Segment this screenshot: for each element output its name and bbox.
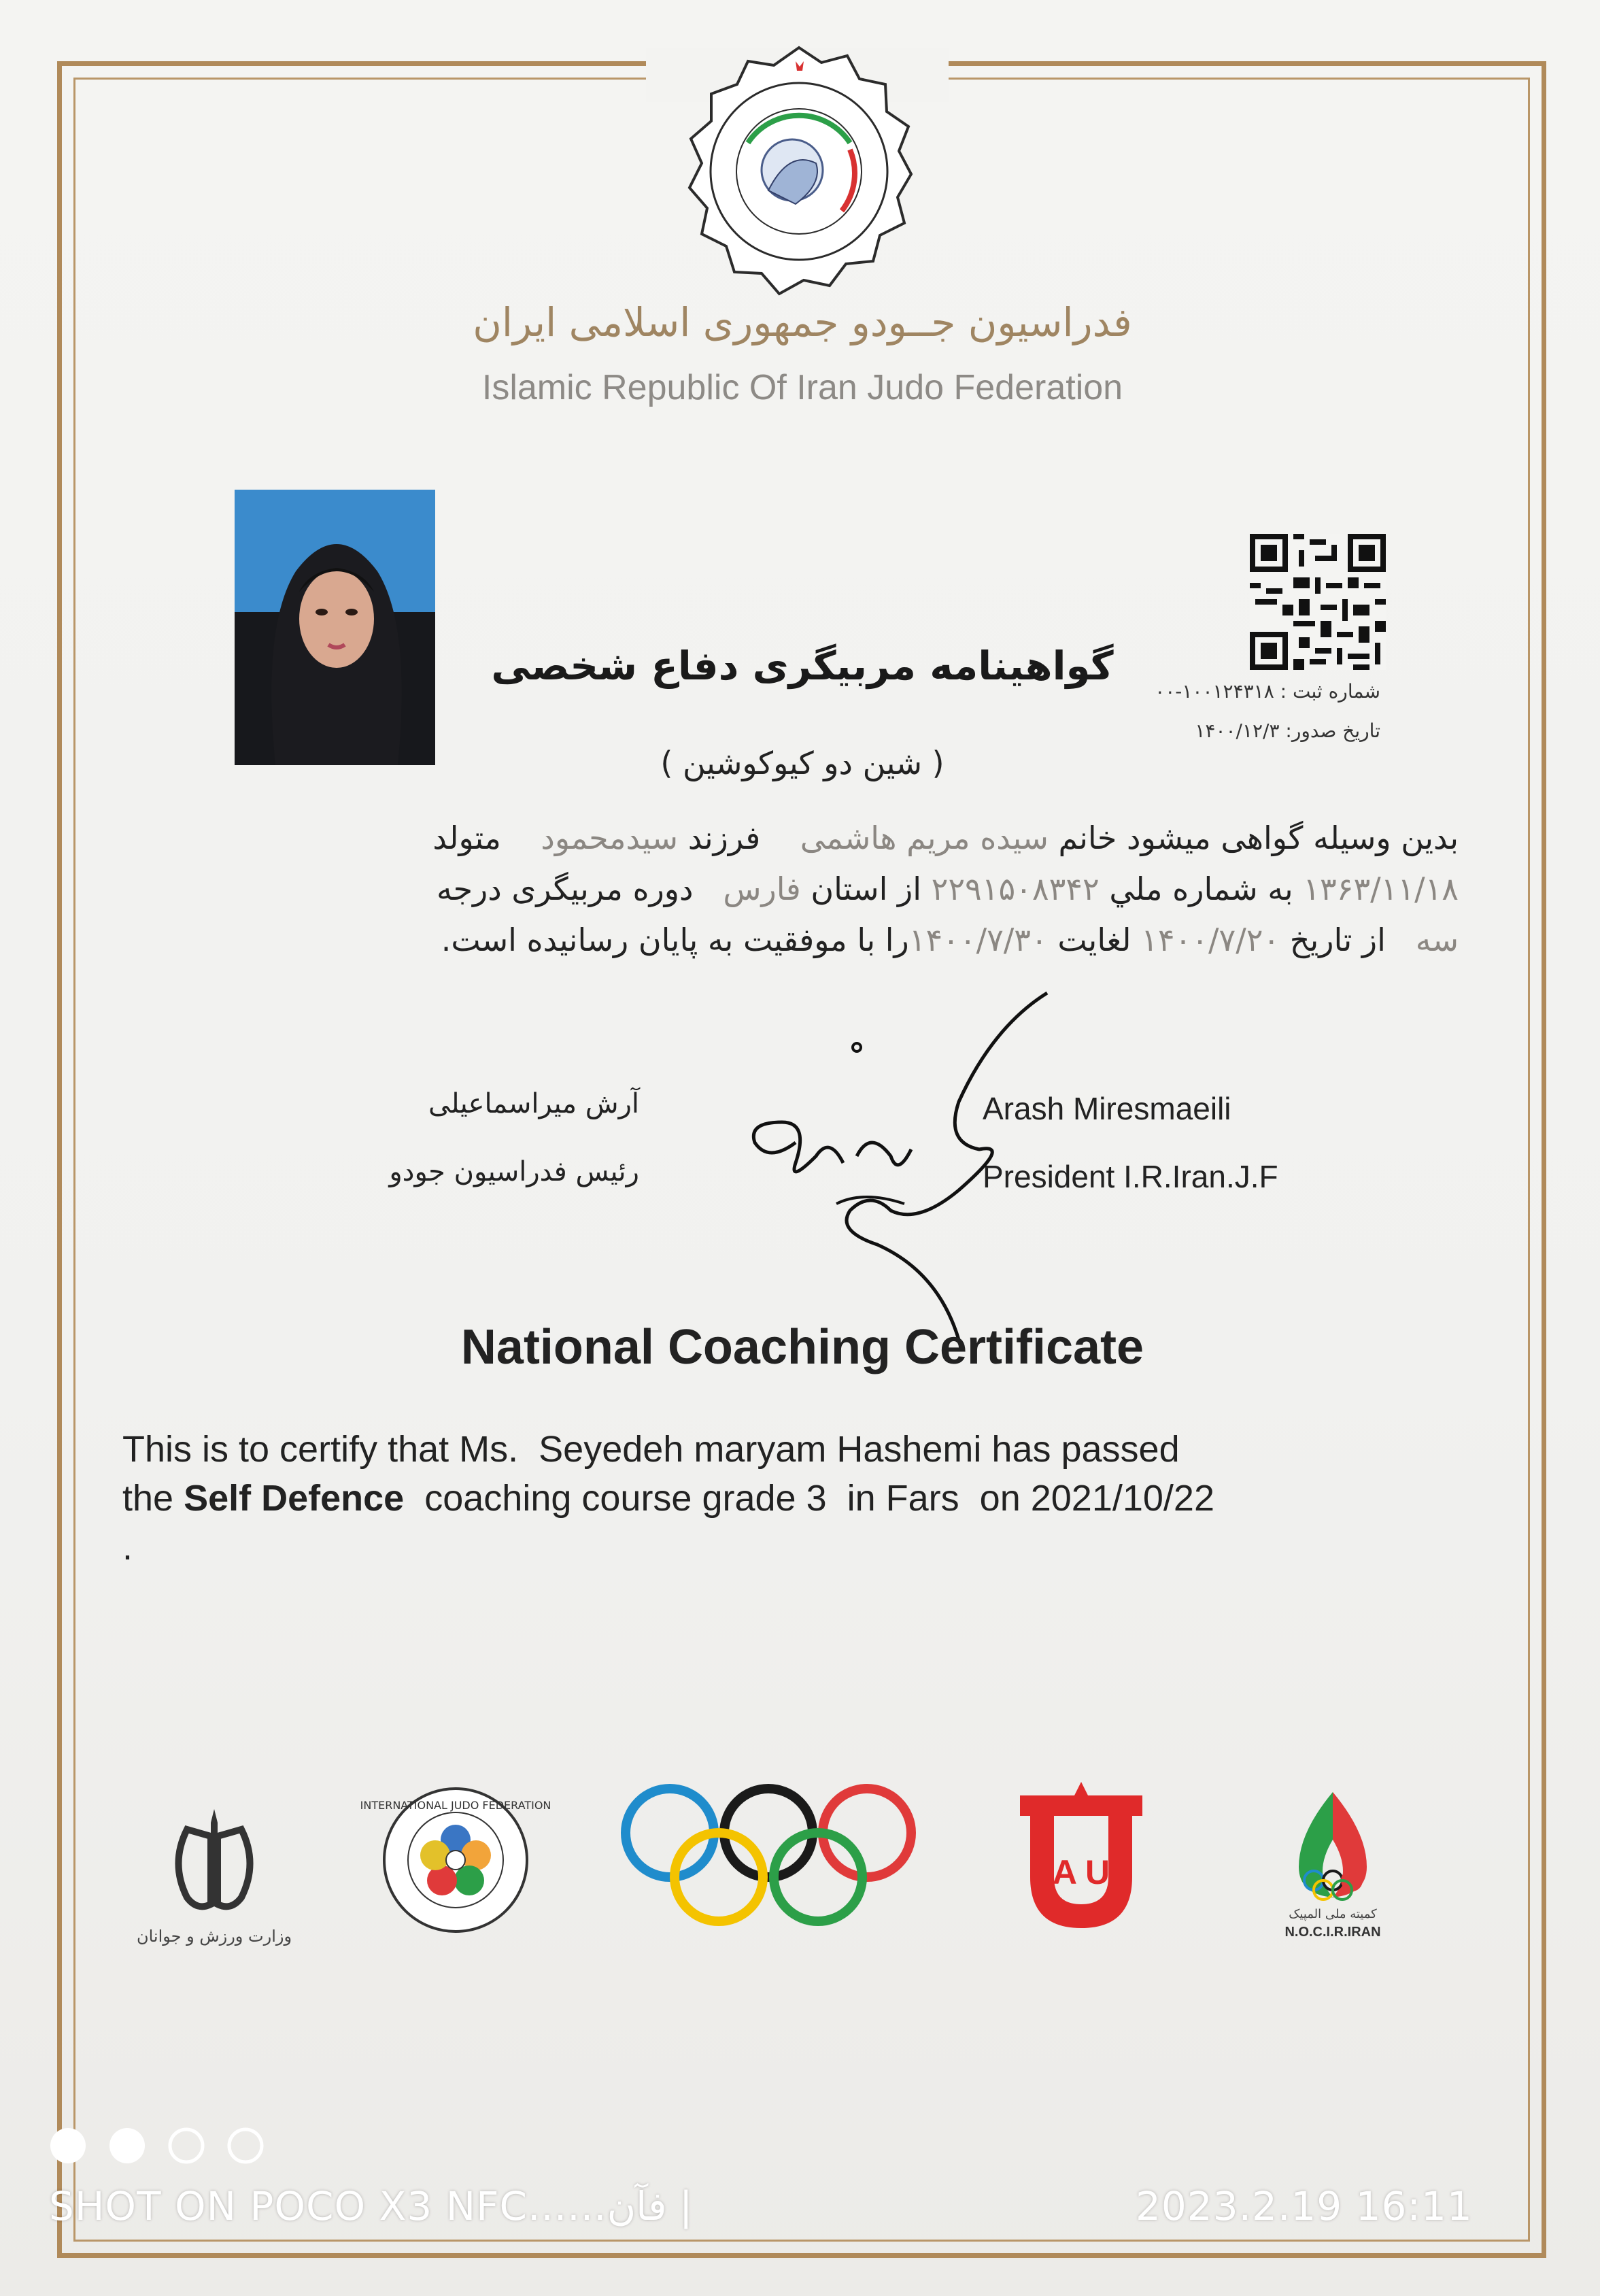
father-name-fa: سیدمحمود	[541, 820, 679, 856]
province: فارس	[723, 871, 801, 907]
noc-iran-logo	[1272, 1785, 1394, 1948]
body-text: از تاریخ	[1289, 922, 1386, 958]
body-text: فرزند	[687, 820, 761, 856]
issue-date: تاریخ صدور: ۱۴۰۰/۱۲/۳	[1195, 720, 1380, 742]
course-end-date: ۱۴۰۰/۷/۳۰	[908, 922, 1048, 958]
camera-indicator-dots	[48, 2122, 272, 2170]
certificate-subtitle-fa: ( شین دو کیوکوشین )	[660, 745, 944, 781]
certificate-title-en: National Coaching Certificate	[460, 1320, 1144, 1374]
national-id: ۲۲۹۱۵۰۸۳۴۲	[931, 871, 1100, 907]
body-line-3	[146, 922, 1459, 958]
signatory-role-fa: رئیس فدراسیون جودو	[389, 1156, 639, 1187]
signatory-role-en: President I.R.Iran.J.F	[983, 1159, 1278, 1194]
body-text: از استان	[811, 871, 921, 907]
body-text: دوره مربیگری درجه	[436, 871, 694, 907]
federation-name-en: Islamic Republic Of Iran Judo Federation	[481, 368, 1123, 407]
holder-photo	[235, 490, 435, 765]
federation-name-fa: فدراسیون جــودو جمهوری اسلامی ایران	[473, 299, 1132, 345]
english-body-text: the	[122, 1478, 184, 1519]
english-body-text: coaching course grade 3 in Fars on 2021/10/22	[404, 1478, 1214, 1519]
camera-watermark-timestamp: 2023.2.19 16:11	[1136, 2183, 1473, 2229]
registration-number: شماره ثبت : ۱۰۰۱۲۴۳۱۸-۰۰	[1155, 680, 1380, 703]
course-name-en: Self Defence	[184, 1478, 405, 1519]
english-body-line-3: .	[122, 1527, 133, 1568]
signatory-name-en: Arash Miresmaeili	[983, 1091, 1231, 1126]
body-text: بدین وسیله گواهی میشود خانم	[1058, 820, 1459, 856]
course-start-date: ۱۴۰۰/۷/۲۰	[1141, 922, 1280, 958]
ministry-caption: وزارت ورزش و جوانان	[136, 1927, 292, 1946]
body-line-2	[146, 871, 1459, 907]
certificate-title-fa: گواهینامه مربیگری دفاع شخصی	[491, 643, 1114, 689]
body-line-1	[146, 820, 1459, 856]
body-text: لغایت	[1057, 922, 1131, 958]
body-text: به شماره ملي	[1109, 871, 1293, 907]
asian-university-logo	[1017, 1782, 1146, 1931]
noc-caption-fa: کمیته ملی المپیک	[1289, 1907, 1377, 1921]
au-letters: A U	[1052, 1853, 1110, 1891]
ministry-of-sport-logo	[122, 1795, 306, 1952]
signatory-name-fa: آرش میراسماعیلی	[428, 1088, 639, 1119]
ijf-logo	[360, 1782, 551, 1938]
holder-name-fa: سیده مریم هاشمی	[800, 820, 1049, 856]
noc-caption-en: N.O.C.I.R.IRAN	[1284, 1925, 1381, 1940]
birth-date: ۱۳۶۳/۱۱/۱۸	[1303, 871, 1459, 907]
grade: سه	[1415, 922, 1459, 958]
handwritten-signature	[734, 986, 1088, 1340]
olympic-rings-logo	[615, 1782, 921, 1931]
camera-watermark-model: SHOT ON POCO X3 NFC......فآن |	[49, 2183, 693, 2229]
body-text: متولد	[432, 820, 501, 856]
body-text: را با موفقیت به پایان رسانیده است.	[441, 922, 909, 958]
english-body-line-2	[122, 1477, 1482, 1519]
ijf-caption: INTERNATIONAL JUDO FEDERATION	[360, 1799, 551, 1812]
english-body-line-1: This is to certify that Ms. Seyedeh maryam Hashemi has passed	[122, 1429, 1180, 1470]
qr-code	[1250, 534, 1386, 670]
sponsor-logos	[0, 1768, 1600, 1945]
federation-seal-logo	[666, 41, 932, 306]
